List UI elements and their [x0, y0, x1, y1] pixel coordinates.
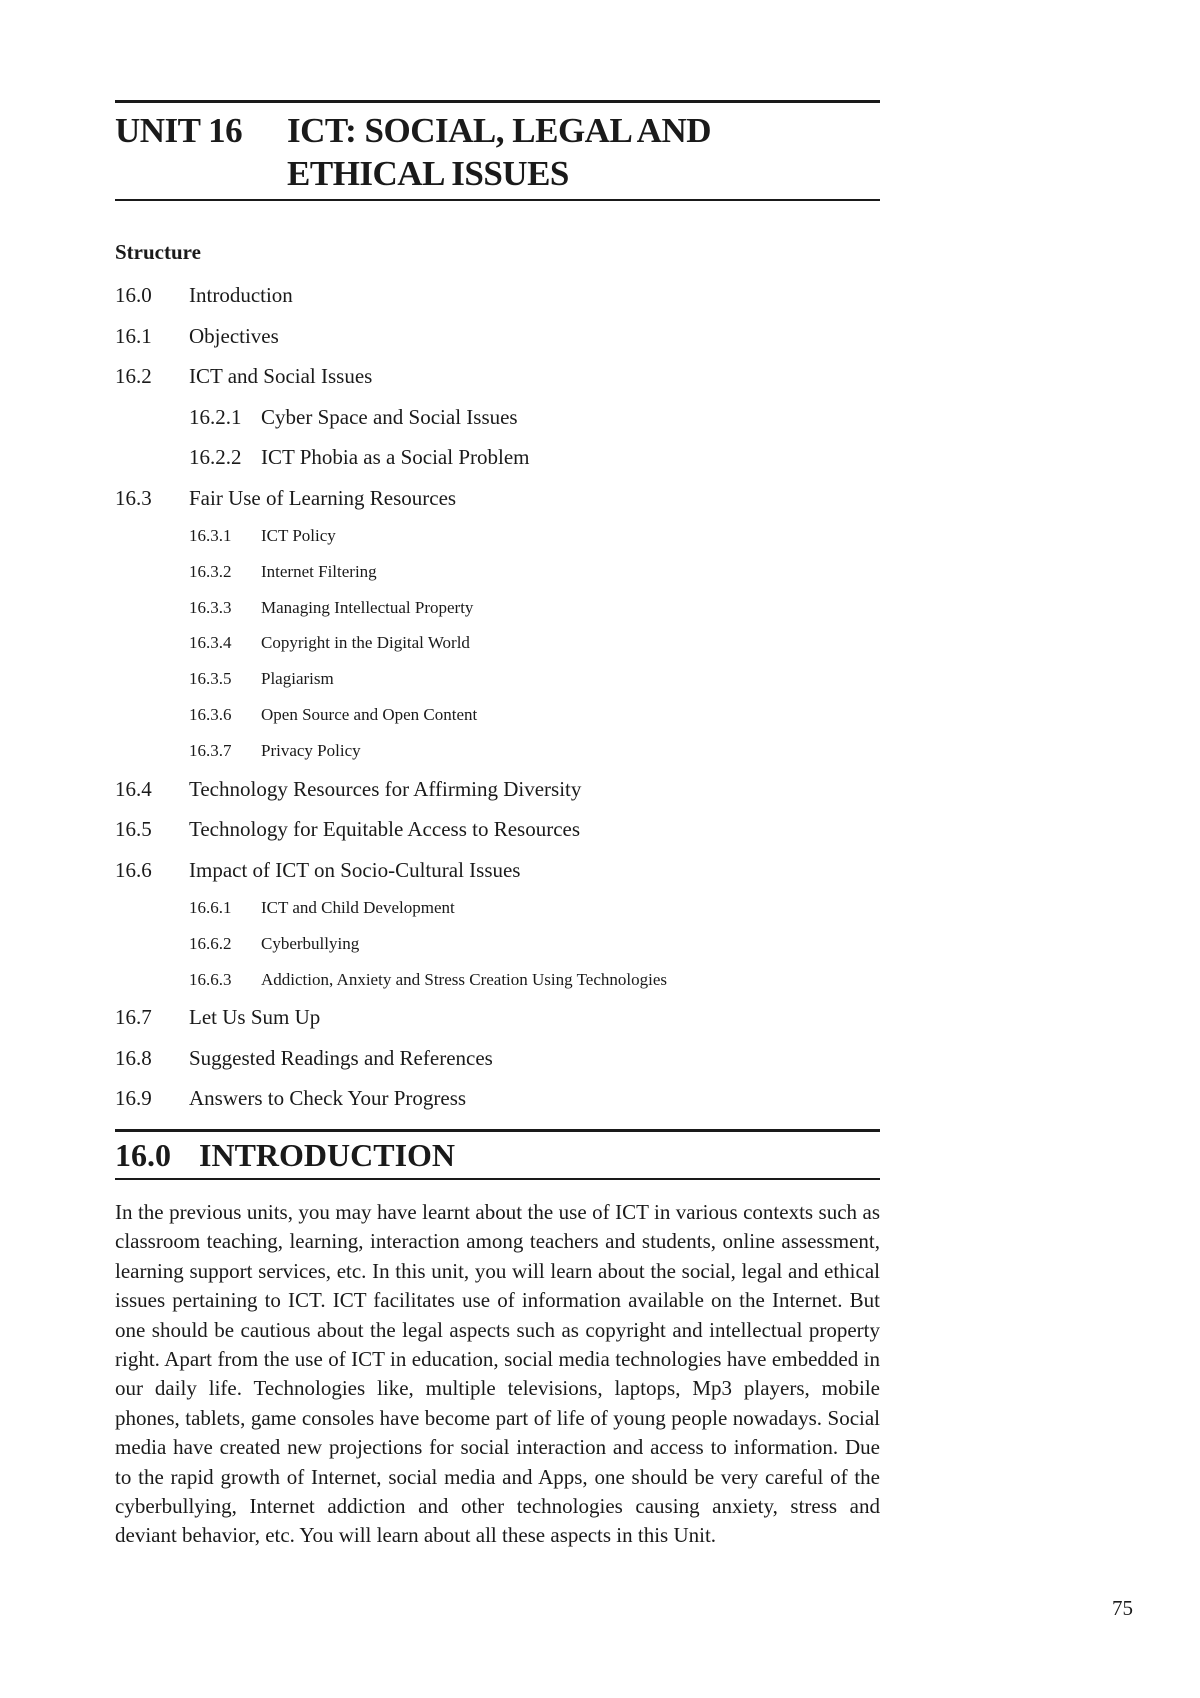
toc-item [115, 997, 880, 1038]
toc-item-number: 16.1 [115, 323, 152, 348]
toc-item-text: Impact of ICT on Socio-Cultural Issues [189, 857, 521, 882]
toc-item-text: Suggested Readings and References [189, 1045, 493, 1070]
toc-item-text: Objectives [189, 323, 279, 348]
toc-item [115, 590, 880, 626]
toc-item-text: ICT and Child Development [261, 898, 455, 918]
toc-item-text: Managing Intellectual Property [261, 597, 474, 617]
intro-paragraph: In the previous units, you may have learnt about the use of ICT in various contexts such as classroom teaching, learning, interaction among teachers and students, online assessment, learning support services, etc. In this unit, you will learn about the social, legal and ethical issues pertaining to ICT. ICT facilitates use of information available on the Internet. But one should be cautious about the legal aspects such as copyright and intellectual property right. Apart from the use of ICT in education, social media technologies have embedded in our daily life. Technologies like, multiple televisions, laptops, Mp3 players, mobile phones, tablets, game consoles have become part of life of young people nowadays. Social media have created new projections for social interaction and access to information. Due to the rapid growth of Internet, social media and Apps, one should be very careful of the cyberbullying, Internet addiction and other technologies causing anxiety, stress and deviant behavior, etc. You will learn about all these aspects in this Unit. [115, 1199, 880, 1548]
toc-item-number: 16.5 [115, 817, 152, 842]
toc-item [115, 733, 880, 769]
toc-item-text: Let Us Sum Up [189, 1005, 321, 1030]
structure-heading: Structure [115, 240, 201, 264]
toc-item-text: Fair Use of Learning Resources [189, 485, 457, 510]
toc-item-text: Copyright in the Digital World [261, 633, 470, 653]
toc-item-text: Cyberbullying [261, 933, 360, 953]
toc-item [115, 356, 880, 397]
toc-item [115, 1078, 880, 1119]
page-number: 75 [1112, 1596, 1133, 1620]
intro-section-title: INTRODUCTION [199, 1136, 456, 1173]
toc-item-number: 16.6.2 [189, 933, 232, 953]
toc-item-number: 16.8 [115, 1045, 152, 1070]
unit-label: UNIT 16 [115, 111, 243, 150]
toc-item-number: 16.3.7 [189, 740, 232, 760]
toc-item-number: 16.3.5 [189, 669, 232, 689]
toc-item-number: 16.6 [115, 857, 152, 882]
toc-item-text: Answers to Check Your Progress [189, 1086, 467, 1111]
toc-item-number: 16.3 [115, 485, 152, 510]
toc-item [115, 518, 880, 554]
toc-item-text: Technology Resources for Affirming Diversity [189, 776, 582, 801]
toc-item-number: 16.0 [115, 283, 152, 307]
structure-list [115, 275, 880, 1119]
intro-bottom-rule [115, 1178, 880, 1180]
toc-item [115, 478, 880, 519]
toc-item-text: ICT Phobia as a Social Problem [261, 445, 530, 469]
toc-item-number: 16.6.1 [189, 898, 232, 918]
toc-item-text: ICT Policy [261, 526, 336, 545]
intro-section-number: 16.0 [115, 1136, 171, 1173]
page-content [115, 100, 880, 1551]
toc-item-text: Privacy Policy [261, 740, 361, 760]
toc-item-text: Cyber Space and Social Issues [261, 404, 518, 429]
toc-item-number: 16.3.3 [189, 597, 232, 617]
toc-item-text: Addiction, Anxiety and Stress Creation Using Technologies [261, 969, 667, 989]
toc-item [115, 316, 880, 357]
toc-item [115, 1038, 880, 1079]
toc-item-number: 16.2.1 [189, 404, 242, 429]
toc-item-text: Open Source and Open Content [261, 704, 478, 724]
toc-item-number: 16.7 [115, 1005, 152, 1030]
toc-item-text: Internet Filtering [261, 561, 377, 581]
toc-item [115, 890, 880, 926]
toc-item [115, 697, 880, 733]
toc-item-number: 16.3.2 [189, 561, 232, 581]
toc-item-number: 16.3.4 [189, 633, 232, 653]
title-bottom-rule [115, 199, 880, 201]
intro-heading [115, 1132, 880, 1176]
unit-title [287, 109, 880, 195]
toc-item-number: 16.3.6 [189, 704, 232, 724]
toc-item [115, 275, 880, 316]
toc-item-text: Plagiarism [261, 669, 334, 689]
unit-title-line-1: ICT: SOCIAL, LEGAL AND [287, 111, 712, 150]
toc-item [115, 554, 880, 590]
toc-item [115, 850, 880, 891]
toc-item-number: 16.9 [115, 1086, 152, 1111]
toc-item [115, 926, 880, 962]
unit-title-line-2: ETHICAL ISSUES [287, 154, 569, 193]
toc-item [115, 769, 880, 810]
toc-item [115, 397, 880, 438]
toc-item-number: 16.3.1 [189, 526, 232, 545]
toc-item [115, 661, 880, 697]
toc-item-number: 16.2 [115, 364, 152, 388]
toc-item-number: 16.4 [115, 776, 152, 801]
toc-item-text: Introduction [189, 283, 293, 307]
toc-item [115, 809, 880, 850]
toc-item [115, 625, 880, 661]
toc-item-text: Technology for Equitable Access to Resources [189, 817, 581, 842]
toc-item-number: 16.2.2 [189, 445, 242, 469]
unit-heading [115, 103, 880, 199]
toc-item [115, 437, 880, 478]
toc-item [115, 962, 880, 998]
toc-item-text: ICT and Social Issues [189, 364, 373, 388]
toc-item-number: 16.6.3 [189, 969, 232, 989]
